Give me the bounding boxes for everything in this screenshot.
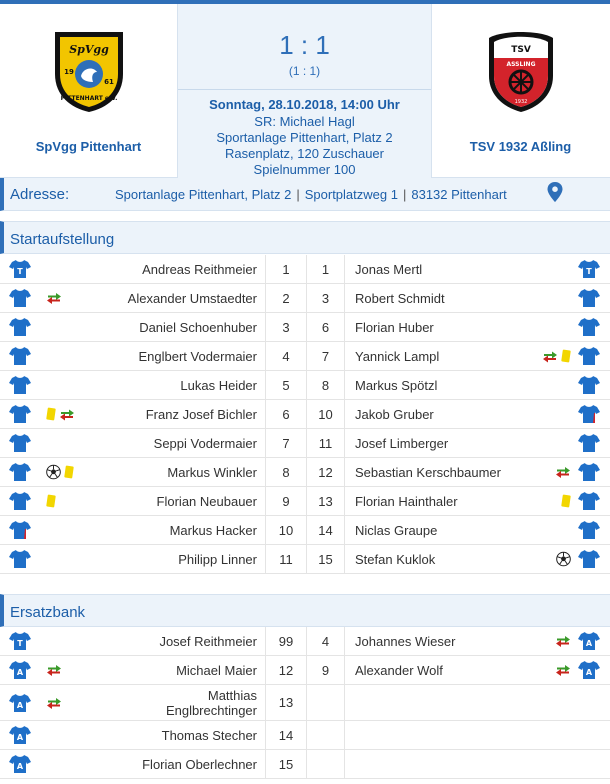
jersey-icon bbox=[578, 520, 600, 540]
away-shirt-cell bbox=[575, 342, 610, 370]
home-shirt-cell bbox=[0, 516, 40, 544]
event-icons bbox=[555, 635, 571, 647]
player-row bbox=[0, 545, 610, 574]
substitute-shirt-icon bbox=[9, 693, 31, 713]
away-events-cell bbox=[530, 721, 575, 749]
away-player-number: 8 bbox=[307, 371, 345, 399]
home-events-cell bbox=[40, 656, 85, 684]
away-player-cell bbox=[345, 627, 530, 655]
halftime-score: (1 : 1) bbox=[288, 64, 321, 78]
away-events-cell bbox=[530, 487, 575, 515]
home-player-number: 10 bbox=[265, 516, 307, 544]
away-events-cell bbox=[530, 656, 575, 684]
home-player-cell bbox=[85, 545, 265, 573]
home-team-block[interactable] bbox=[0, 4, 177, 178]
home-player-number: 4 bbox=[265, 342, 307, 370]
away-player-cell bbox=[345, 342, 530, 370]
home-player-cell bbox=[85, 750, 265, 778]
home-events-cell bbox=[40, 721, 85, 749]
away-shirt-cell bbox=[575, 685, 610, 720]
home-events-cell bbox=[40, 516, 85, 544]
substitution-icon bbox=[46, 664, 62, 676]
home-player-name[interactable]: Markus Winkler bbox=[167, 464, 257, 480]
away-player-cell bbox=[345, 255, 530, 283]
goal-ball-icon bbox=[556, 552, 571, 567]
player-row bbox=[0, 429, 610, 458]
substitute-shirt-icon bbox=[578, 631, 600, 651]
away-events-cell bbox=[530, 685, 575, 720]
substitution-icon bbox=[46, 697, 62, 709]
away-player-number bbox=[307, 750, 345, 778]
jersey-icon bbox=[9, 491, 31, 511]
away-crest-icon bbox=[481, 28, 561, 114]
svg-text:SpVgg: SpVgg bbox=[68, 43, 109, 56]
yellow-card-icon bbox=[46, 495, 56, 508]
away-player-name[interactable]: Johannes Wieser bbox=[355, 633, 456, 649]
player-row bbox=[0, 342, 610, 371]
away-player-name[interactable]: Robert Schmidt bbox=[355, 290, 445, 306]
away-shirt-cell bbox=[575, 487, 610, 515]
away-player-cell bbox=[345, 750, 530, 778]
captain-shirt-icon bbox=[578, 404, 600, 424]
home-events-cell bbox=[40, 429, 85, 457]
svg-text:A: A bbox=[585, 639, 593, 648]
home-crest-icon bbox=[49, 28, 129, 114]
away-shirt-cell bbox=[575, 627, 610, 655]
home-player-cell bbox=[85, 627, 265, 655]
event-icons bbox=[46, 408, 75, 421]
svg-text:PITTENHART e.V.: PITTENHART e.V. bbox=[60, 95, 117, 102]
home-shirt-cell bbox=[0, 487, 40, 515]
svg-text:T: T bbox=[586, 267, 592, 276]
away-player-name[interactable]: Jonas Mertl bbox=[355, 261, 423, 277]
home-player-cell bbox=[85, 429, 265, 457]
away-player-cell bbox=[345, 516, 530, 544]
home-events-cell bbox=[40, 545, 85, 573]
jersey-icon bbox=[578, 433, 600, 453]
away-team-block[interactable] bbox=[432, 4, 609, 178]
address-label: Adresse: bbox=[10, 186, 70, 203]
match-info bbox=[177, 4, 432, 178]
away-player-cell bbox=[345, 400, 530, 428]
home-player-number: 6 bbox=[265, 400, 307, 428]
player-row bbox=[0, 458, 610, 487]
svg-text:A: A bbox=[16, 733, 24, 742]
svg-text:A: A bbox=[585, 668, 593, 677]
home-player-name[interactable]: Michael Maier bbox=[176, 662, 257, 678]
jersey-icon bbox=[578, 549, 600, 569]
event-icons bbox=[542, 350, 571, 363]
match-venue: Sportanlage Pittenhart, Platz 2 bbox=[216, 130, 393, 145]
away-player-cell bbox=[345, 284, 530, 312]
jersey-icon bbox=[578, 317, 600, 337]
away-shirt-cell bbox=[575, 429, 610, 457]
home-player-name[interactable]: Florian Oberlechner bbox=[142, 756, 257, 772]
away-player-number: 7 bbox=[307, 342, 345, 370]
away-shirt-cell bbox=[575, 656, 610, 684]
yellow-card-icon bbox=[561, 495, 571, 508]
home-player-number: 7 bbox=[265, 429, 307, 457]
jersey-icon bbox=[9, 404, 31, 424]
jersey-icon bbox=[9, 549, 31, 569]
away-shirt-cell bbox=[575, 750, 610, 778]
home-player-name[interactable]: Philipp Linner bbox=[178, 551, 257, 567]
home-events-cell bbox=[40, 371, 85, 399]
away-player-number: 13 bbox=[307, 487, 345, 515]
away-player-cell bbox=[345, 458, 530, 486]
away-player-number: 10 bbox=[307, 400, 345, 428]
player-row bbox=[0, 685, 610, 721]
event-icons bbox=[555, 664, 571, 676]
player-row bbox=[0, 656, 610, 685]
home-events-cell bbox=[40, 627, 85, 655]
away-events-cell bbox=[530, 429, 575, 457]
player-row bbox=[0, 516, 610, 545]
home-events-cell bbox=[40, 400, 85, 428]
away-player-number: 15 bbox=[307, 545, 345, 573]
svg-text:1932: 1932 bbox=[514, 99, 527, 105]
svg-text:T: T bbox=[17, 267, 23, 276]
section-title: Ersatzbank bbox=[10, 604, 86, 621]
away-player-number: 14 bbox=[307, 516, 345, 544]
away-player-name[interactable]: Yannick Lampl bbox=[355, 348, 440, 364]
svg-text:A: A bbox=[16, 762, 24, 771]
section-bench bbox=[0, 594, 610, 627]
home-player-number: 1 bbox=[265, 255, 307, 283]
away-player-name[interactable]: Florian Huber bbox=[355, 319, 434, 335]
home-shirt-cell bbox=[0, 627, 40, 655]
home-player-cell bbox=[85, 284, 265, 312]
home-events-cell bbox=[40, 750, 85, 778]
away-player-name[interactable]: Stefan Kuklok bbox=[355, 551, 436, 567]
yellow-card-icon bbox=[64, 466, 74, 479]
away-player-number bbox=[307, 721, 345, 749]
home-player-cell bbox=[85, 313, 265, 341]
away-player-number: 6 bbox=[307, 313, 345, 341]
away-player-number: 12 bbox=[307, 458, 345, 486]
substitution-icon bbox=[555, 466, 571, 478]
home-shirt-cell bbox=[0, 400, 40, 428]
home-player-name[interactable]: Daniel Schoenhuber bbox=[139, 319, 257, 335]
home-events-cell bbox=[40, 458, 85, 486]
away-player-number: 9 bbox=[307, 656, 345, 684]
away-player-cell bbox=[345, 313, 530, 341]
player-row bbox=[0, 313, 610, 342]
away-shirt-cell bbox=[575, 255, 610, 283]
player-row bbox=[0, 284, 610, 313]
address-street[interactable]: Sportplatzweg 1 bbox=[304, 187, 398, 202]
jersey-icon bbox=[9, 346, 31, 366]
away-player-name[interactable]: Markus Spötzl bbox=[355, 377, 438, 393]
away-player-number: 3 bbox=[307, 284, 345, 312]
home-events-cell bbox=[40, 313, 85, 341]
yellow-card-icon bbox=[561, 350, 571, 363]
home-shirt-cell bbox=[0, 656, 40, 684]
away-player-cell bbox=[345, 685, 530, 720]
away-player-name[interactable]: Sebastian Kerschbaumer bbox=[355, 464, 501, 480]
home-player-number: 12 bbox=[265, 656, 307, 684]
captain-shirt-icon bbox=[9, 520, 31, 540]
away-shirt-cell bbox=[575, 516, 610, 544]
svg-text:T: T bbox=[17, 639, 23, 648]
away-events-cell bbox=[530, 627, 575, 655]
event-icons bbox=[555, 466, 571, 478]
away-events-cell bbox=[530, 545, 575, 573]
home-shirt-cell bbox=[0, 458, 40, 486]
svg-text:A: A bbox=[16, 700, 24, 710]
home-player-name[interactable]: Andreas Reithmeier bbox=[142, 261, 257, 277]
substitute-shirt-icon bbox=[578, 660, 600, 680]
home-shirt-cell bbox=[0, 342, 40, 370]
player-row bbox=[0, 627, 610, 656]
home-player-name[interactable]: Matthias Englbrechtinger bbox=[165, 687, 257, 718]
event-icons bbox=[46, 664, 62, 676]
home-events-cell bbox=[40, 284, 85, 312]
player-row bbox=[0, 750, 610, 779]
substitute-shirt-icon bbox=[9, 660, 31, 680]
substitution-icon bbox=[59, 408, 75, 420]
match-date: Sonntag, 28.10.2018, 14:00 Uhr bbox=[209, 97, 400, 112]
home-shirt-cell bbox=[0, 429, 40, 457]
home-player-name[interactable]: Lukas Heider bbox=[180, 377, 257, 393]
jersey-icon bbox=[9, 433, 31, 453]
away-events-cell bbox=[530, 458, 575, 486]
away-events-cell bbox=[530, 516, 575, 544]
event-icons bbox=[561, 495, 571, 508]
home-events-cell bbox=[40, 342, 85, 370]
away-player-name[interactable]: Jakob Gruber bbox=[355, 406, 434, 422]
away-shirt-cell bbox=[575, 545, 610, 573]
substitute-shirt-icon bbox=[9, 754, 31, 774]
away-player-name[interactable]: Alexander Wolf bbox=[355, 662, 443, 678]
jersey-icon bbox=[9, 375, 31, 395]
jersey-icon bbox=[578, 346, 600, 366]
home-player-number: 5 bbox=[265, 371, 307, 399]
home-player-name[interactable]: Seppi Vodermaier bbox=[153, 435, 257, 451]
match-ground: Rasenplatz, 120 Zuschauer bbox=[225, 146, 384, 161]
away-player-number bbox=[307, 685, 345, 720]
home-player-number: 13 bbox=[265, 685, 307, 720]
home-player-number: 2 bbox=[265, 284, 307, 312]
away-player-cell bbox=[345, 487, 530, 515]
home-player-cell bbox=[85, 371, 265, 399]
home-player-cell bbox=[85, 342, 265, 370]
away-team-name[interactable]: TSV 1932 Aßling bbox=[469, 139, 572, 154]
home-shirt-cell bbox=[0, 750, 40, 778]
home-shirt-cell bbox=[0, 721, 40, 749]
address-venue[interactable]: Sportanlage Pittenhart, Platz 2 bbox=[115, 187, 292, 202]
away-player-cell bbox=[345, 545, 530, 573]
yellow-card-icon bbox=[46, 408, 56, 421]
away-player-name[interactable]: Niclas Graupe bbox=[355, 522, 438, 538]
jersey-icon bbox=[578, 491, 600, 511]
home-shirt-cell bbox=[0, 685, 40, 720]
away-shirt-cell bbox=[575, 371, 610, 399]
substitution-icon bbox=[555, 664, 571, 676]
substitution-icon bbox=[555, 635, 571, 647]
home-events-cell bbox=[40, 255, 85, 283]
home-team-name[interactable]: SpVgg Pittenhart bbox=[35, 139, 142, 154]
map-pin-icon[interactable] bbox=[547, 182, 563, 202]
starting-lineup-table bbox=[0, 255, 610, 574]
jersey-icon bbox=[9, 288, 31, 308]
home-player-cell bbox=[85, 721, 265, 749]
away-events-cell bbox=[530, 750, 575, 778]
home-player-name[interactable]: Thomas Stecher bbox=[161, 727, 257, 743]
home-player-number: 11 bbox=[265, 545, 307, 573]
home-player-cell bbox=[85, 487, 265, 515]
home-player-number: 8 bbox=[265, 458, 307, 486]
away-player-number: 1 bbox=[307, 255, 345, 283]
goalkeeper-shirt-icon bbox=[578, 259, 600, 279]
final-score: 1 : 1 bbox=[279, 30, 330, 60]
home-player-number: 99 bbox=[265, 627, 307, 655]
away-events-cell bbox=[530, 371, 575, 399]
home-player-cell bbox=[85, 458, 265, 486]
home-shirt-cell bbox=[0, 284, 40, 312]
away-player-number: 4 bbox=[307, 627, 345, 655]
home-player-cell bbox=[85, 255, 265, 283]
home-player-cell bbox=[85, 400, 265, 428]
away-player-cell bbox=[345, 656, 530, 684]
substitution-icon bbox=[542, 350, 558, 362]
home-shirt-cell bbox=[0, 545, 40, 573]
home-player-cell bbox=[85, 685, 265, 720]
svg-text:61: 61 bbox=[103, 78, 114, 86]
away-events-cell bbox=[530, 255, 575, 283]
away-shirt-cell bbox=[575, 721, 610, 749]
home-player-name[interactable]: Markus Hacker bbox=[169, 522, 257, 538]
address-city[interactable]: 83132 Pittenhart bbox=[411, 187, 507, 202]
away-player-name[interactable]: Josef Limberger bbox=[355, 435, 449, 451]
home-player-name[interactable]: Englbert Vodermaier bbox=[138, 348, 257, 364]
away-events-cell bbox=[530, 313, 575, 341]
section-title: Startaufstellung bbox=[10, 231, 115, 248]
jersey-icon bbox=[578, 462, 600, 482]
away-player-name[interactable]: Florian Hainthaler bbox=[355, 493, 458, 509]
substitution-icon bbox=[46, 292, 62, 304]
svg-text:ASSLING: ASSLING bbox=[505, 61, 536, 68]
home-player-name[interactable]: Alexander Umstaedter bbox=[127, 290, 257, 306]
away-player-cell bbox=[345, 721, 530, 749]
home-events-cell bbox=[40, 487, 85, 515]
home-events-cell bbox=[40, 685, 85, 720]
bench-table bbox=[0, 627, 610, 779]
away-events-cell bbox=[530, 284, 575, 312]
info-divider bbox=[178, 89, 431, 90]
home-player-name[interactable]: Florian Neubauer bbox=[156, 493, 257, 509]
event-icons bbox=[46, 292, 62, 304]
home-player-name[interactable]: Josef Reithmeier bbox=[159, 633, 257, 649]
event-icons bbox=[46, 495, 56, 508]
home-player-number: 9 bbox=[265, 487, 307, 515]
jersey-icon bbox=[9, 317, 31, 337]
match-referee: SR: Michael Hagl bbox=[254, 114, 355, 129]
away-shirt-cell bbox=[575, 313, 610, 341]
home-shirt-cell bbox=[0, 313, 40, 341]
home-player-number: 15 bbox=[265, 750, 307, 778]
address-line[interactable] bbox=[115, 187, 507, 202]
address-sep: | bbox=[402, 187, 407, 202]
svg-text:TSV: TSV bbox=[510, 45, 531, 55]
away-player-number: 11 bbox=[307, 429, 345, 457]
player-row bbox=[0, 400, 610, 429]
jersey-icon bbox=[578, 375, 600, 395]
player-row bbox=[0, 255, 610, 284]
svg-text:19: 19 bbox=[63, 68, 74, 76]
jersey-icon bbox=[9, 462, 31, 482]
event-icons bbox=[46, 465, 74, 480]
jersey-icon bbox=[578, 288, 600, 308]
away-events-cell bbox=[530, 342, 575, 370]
goal-ball-icon bbox=[46, 465, 61, 480]
away-shirt-cell bbox=[575, 284, 610, 312]
home-player-number: 14 bbox=[265, 721, 307, 749]
event-icons bbox=[46, 697, 62, 709]
away-player-cell bbox=[345, 429, 530, 457]
address-bar bbox=[0, 178, 610, 211]
substitute-shirt-icon bbox=[9, 725, 31, 745]
address-sep: | bbox=[296, 187, 300, 202]
goalkeeper-shirt-icon bbox=[9, 259, 31, 279]
home-player-cell bbox=[85, 656, 265, 684]
away-events-cell bbox=[530, 400, 575, 428]
match-number: Spielnummer 100 bbox=[253, 162, 356, 177]
event-icons bbox=[556, 552, 571, 567]
player-row bbox=[0, 487, 610, 516]
away-shirt-cell bbox=[575, 458, 610, 486]
player-row bbox=[0, 371, 610, 400]
goalkeeper-shirt-icon bbox=[9, 631, 31, 651]
away-player-cell bbox=[345, 371, 530, 399]
home-player-cell bbox=[85, 516, 265, 544]
home-shirt-cell bbox=[0, 371, 40, 399]
match-header bbox=[0, 4, 610, 178]
away-shirt-cell bbox=[575, 400, 610, 428]
player-row bbox=[0, 721, 610, 750]
home-shirt-cell bbox=[0, 255, 40, 283]
svg-text:A: A bbox=[16, 668, 24, 677]
section-starting-lineup bbox=[0, 221, 610, 254]
home-player-name[interactable]: Franz Josef Bichler bbox=[145, 406, 257, 422]
home-player-number: 3 bbox=[265, 313, 307, 341]
